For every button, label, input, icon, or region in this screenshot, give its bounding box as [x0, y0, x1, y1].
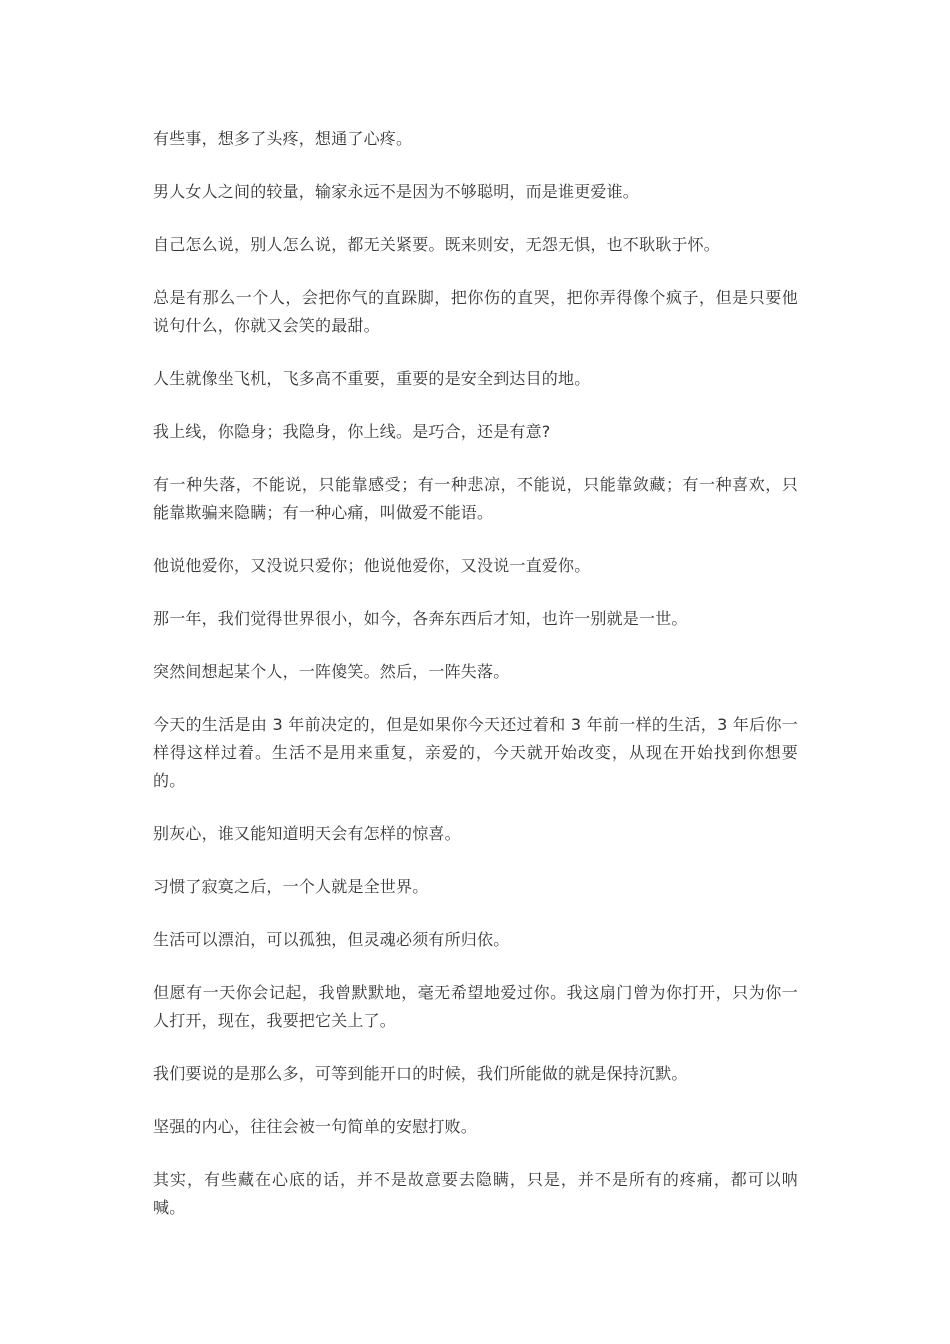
paragraph-6: 我上线，你隐身；我隐身，你上线。是巧合，还是有意?: [153, 422, 551, 441]
paragraph-18: 其实，有些藏在心底的话，并不是故意要去隐瞒，只是，并不是所有的疼痛，都可以呐喊。: [153, 1170, 798, 1217]
paragraph-2: 男人女人之间的较量，输家永远不是因为不够聪明，而是谁更爱谁。: [153, 182, 640, 201]
paragraph-5: 人生就像坐飞机，飞多高不重要，重要的是安全到达目的地。: [153, 369, 591, 388]
paragraph-14: 生活可以漂泊，可以孤独，但灵魂必须有所归依。: [153, 930, 510, 949]
document-page: [153, 125, 798, 1247]
paragraph-13: 习惯了寂寞之后，一个人就是全世界。: [153, 877, 429, 896]
paragraph-1: 有些事，想多了头疼，想通了心疼。: [153, 129, 413, 148]
paragraph-11: 今天的生活是由 3 年前决定的，但是如果你今天还过着和 3 年前一样的生活，3 年后你一样得这样过着。生活不是用来重复，亲爱的，今天就开始改变，从现在开始找到你想要的。: [153, 715, 798, 790]
paragraph-8: 他说他爱你，又没说只爱你；他说他爱你，又没说一直爱你。: [153, 556, 591, 575]
paragraph-15: 但愿有一天你会记起，我曾默默地，毫无希望地爱过你。我这扇门曾为你打开，只为你一人打开，现在，我要把它关上了。: [153, 983, 798, 1030]
paragraph-16: 我们要说的是那么多，可等到能开口的时候，我们所能做的就是保持沉默。: [153, 1064, 688, 1083]
paragraph-17: 坚强的内心，往往会被一句简单的安慰打败。: [153, 1117, 478, 1136]
paragraph-12: 别灰心，谁又能知道明天会有怎样的惊喜。: [153, 824, 461, 843]
paragraph-9: 那一年，我们觉得世界很小，如今，各奔东西后才知，也许一别就是一世。: [153, 609, 688, 628]
paragraph-7: 有一种失落，不能说，只能靠感受；有一种悲凉，不能说，只能靠敛藏；有一种喜欢，只能靠欺骗来隐瞒；有一种心痛，叫做爱不能语。: [153, 475, 798, 522]
paragraph-10: 突然间想起某个人，一阵傻笑。然后，一阵失落。: [153, 662, 510, 681]
paragraph-3: 自己怎么说，别人怎么说，都无关紧要。既来则安，无怨无惧，也不耿耿于怀。: [153, 235, 721, 254]
paragraph-4: 总是有那么一个人，会把你气的直跺脚，把你伤的直哭，把你弄得像个疯子，但是只要他说句什么，你就又会笑的最甜。: [153, 288, 798, 335]
